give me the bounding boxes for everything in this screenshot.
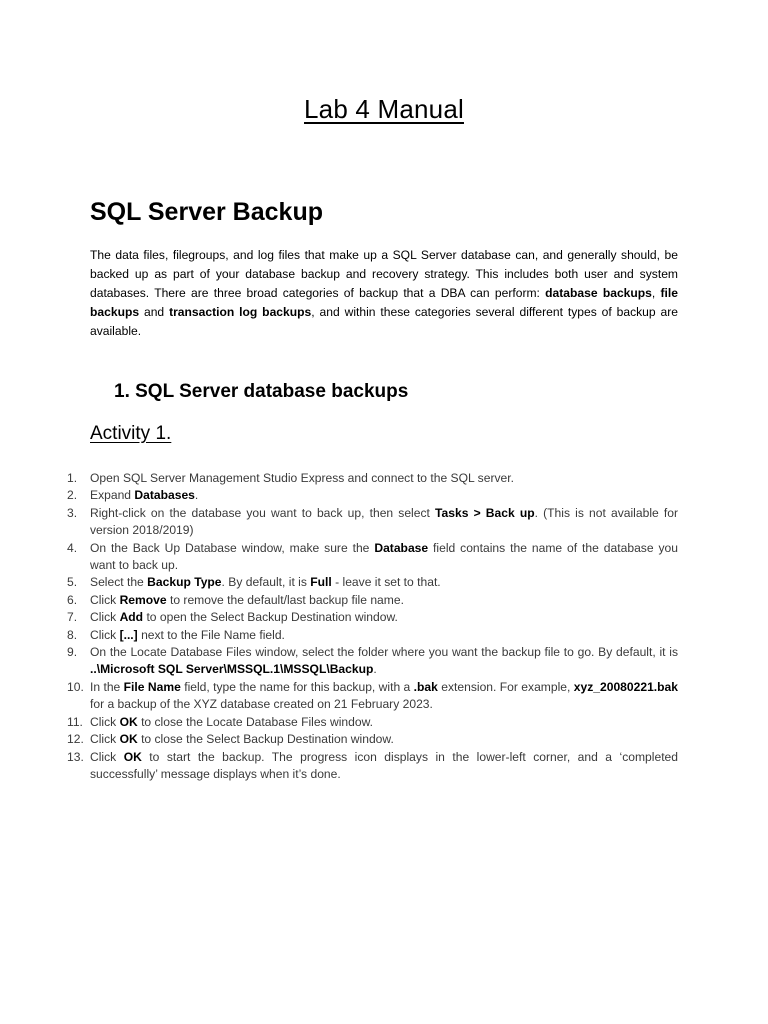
step-text: for a backup of the XYZ database created on 21 February 2023. (90, 697, 433, 712)
subsection-title: 1. SQL Server database backups (114, 381, 409, 402)
step-text: to close the Locate Database Files window. (137, 714, 373, 729)
step-text: to remove the default/last backup file name. (166, 592, 404, 607)
intro-paragraph (90, 246, 678, 341)
intro-text: and (139, 305, 170, 319)
list-item (0, 679, 678, 714)
step-bold: File Name (123, 679, 181, 694)
step-text: On the Locate Database Files window, select the folder where you want the backup file to go. By default, it is (90, 645, 678, 660)
step-bold: xyz_20080221.bak (573, 679, 678, 694)
step-bold: .bak (413, 679, 438, 694)
step-number: 13. (67, 749, 84, 764)
step-number: 9. (67, 645, 78, 660)
step-bold: Add (119, 610, 144, 625)
intro-bold-file-backups: file backups (90, 286, 678, 319)
step-text: field contains the name of the database you want to back up. (90, 540, 678, 573)
step-bold: OK (123, 749, 142, 764)
intro-bold-transaction-log-backups: transaction log backups (169, 305, 312, 319)
list-item (0, 592, 678, 609)
step-number: 1. (67, 471, 78, 485)
step-text: . (373, 662, 377, 677)
list-item (0, 749, 678, 784)
step-number: 4. (67, 540, 78, 555)
step-number: 10. (67, 679, 84, 694)
step-text: Click (90, 749, 124, 764)
step-text: Open SQL Server Management Studio Express and connect to the SQL server. (90, 471, 514, 485)
step-text: - leave it set to that. (331, 575, 441, 590)
step-bold: Tasks > Back up (435, 505, 535, 520)
step-number: 11. (67, 714, 83, 729)
step-text: to close the Select Backup Destination window. (137, 732, 394, 747)
step-number: 12. (67, 732, 84, 747)
intro-text: , (651, 286, 661, 300)
step-text: Click (90, 592, 120, 607)
intro-bold-database-backups: database backups (545, 286, 652, 300)
steps-list (0, 470, 678, 783)
step-number: 7. (67, 610, 78, 625)
list-item (0, 574, 678, 591)
step-bold: Full (310, 575, 332, 590)
step-bold: [...] (119, 627, 138, 642)
list-item (0, 731, 678, 748)
activity-title: Activity 1. (90, 423, 172, 444)
step-text: to start the backup. The progress icon displays in the lower-left corner, and a ‘completed successfully’ message displays when it’s done. (90, 749, 679, 781)
step-number: 3. (67, 505, 78, 520)
list-item (0, 505, 678, 540)
list-item (0, 714, 678, 731)
step-text: In the (90, 679, 124, 694)
step-text: Expand (90, 488, 135, 503)
step-text: Select the (90, 575, 148, 590)
step-text: . (194, 488, 199, 503)
section-title: SQL Server Backup (90, 198, 323, 226)
step-number: 5. (67, 575, 78, 590)
step-text: Click (90, 610, 120, 625)
step-bold: Database (374, 540, 429, 555)
step-number: 2. (67, 488, 78, 503)
document-title: Lab 4 Manual (304, 94, 464, 124)
intro-text: , and within these categories several different types of backup are available. (90, 305, 679, 338)
list-item (0, 644, 678, 679)
step-bold: Databases (134, 488, 195, 503)
step-text: Right-click on the database you want to back up, then select (90, 505, 436, 520)
step-number: 8. (67, 627, 78, 642)
list-item (0, 609, 678, 626)
step-text: Click (90, 714, 120, 729)
step-bold: OK (119, 714, 138, 729)
step-text: to open the Select Backup Destination window. (143, 610, 398, 625)
step-bold: Remove (119, 592, 167, 607)
step-text: extension. For example, (437, 679, 574, 694)
step-text: Click (90, 627, 120, 642)
step-number: 6. (67, 592, 78, 607)
step-bold: OK (119, 732, 138, 747)
list-item (0, 470, 678, 487)
list-item (0, 487, 678, 504)
step-text: . By default, it is (221, 575, 311, 590)
step-text: field, type the name for this backup, with a (180, 679, 414, 694)
step-text: . (This is not available for version 2018/2019) (90, 505, 678, 538)
list-item (0, 540, 678, 575)
step-bold: ..\Microsoft SQL Server\MSSQL.1\MSSQL\Backup (90, 662, 374, 677)
intro-text: The data files, filegroups, and log files that make up a SQL Server database can, and generally should, be backed up as part of your database backup and recovery strategy. This includes both user and system databases. There are three broad categories of backup that a DBA can perform: (90, 248, 678, 300)
list-item (0, 627, 678, 644)
step-text: Click (90, 732, 120, 747)
step-text: next to the File Name field. (137, 627, 285, 642)
step-bold: Backup Type (147, 575, 222, 590)
step-text: On the Back Up Database window, make sure the (90, 540, 375, 555)
